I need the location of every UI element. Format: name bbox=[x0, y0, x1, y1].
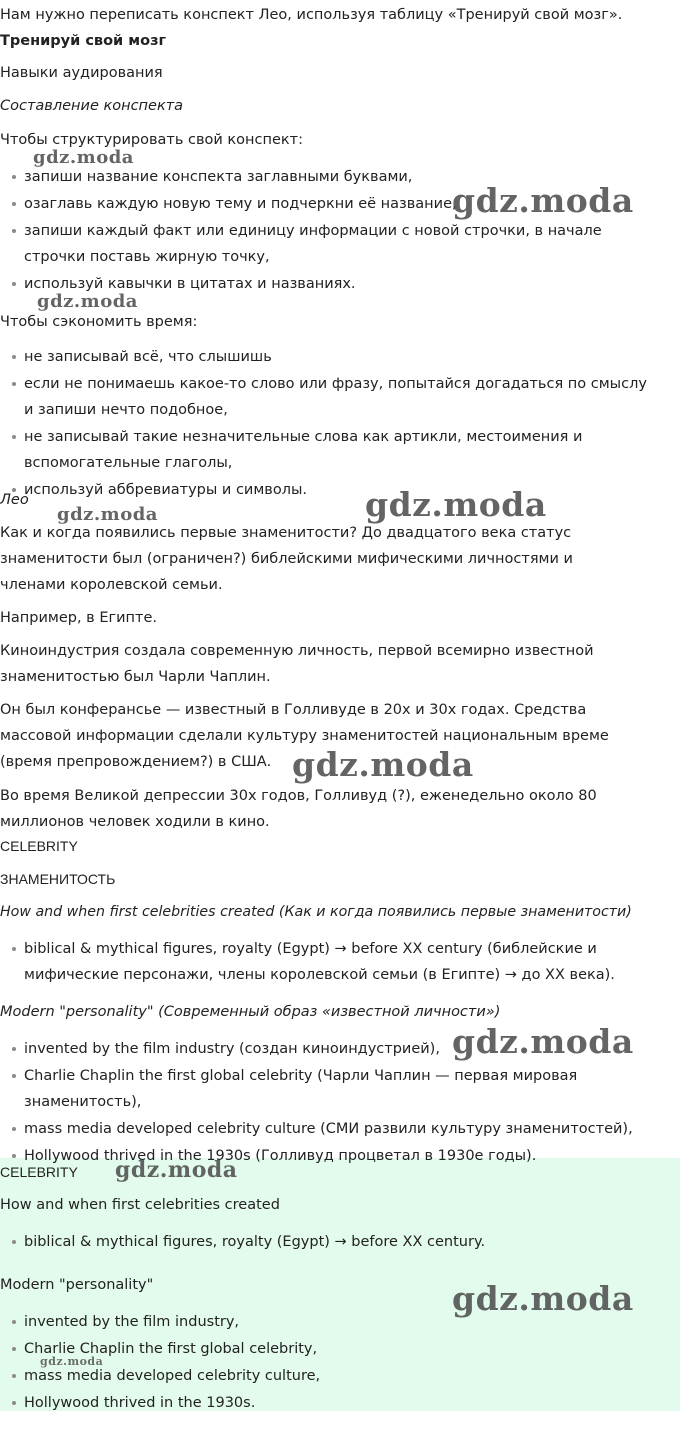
watermark-logo: gdz.moda bbox=[115, 1157, 238, 1183]
translation-title-en: CELEBRITY bbox=[0, 838, 78, 854]
list-item: запиши каждый факт или единицу информации с новой строчки, в начале строчки поставь жирную точку, bbox=[0, 218, 654, 270]
intro-text: Нам нужно переписать конспект Лео, используя таблицу «Тренируй свой мозг». bbox=[0, 7, 623, 23]
translation-topic-1-list bbox=[0, 936, 680, 988]
answer-topic-1-list bbox=[0, 1229, 680, 1255]
watermark-logo: gdz.moda bbox=[40, 1355, 104, 1368]
list-item: Hollywood thrived in the 1930s (Голливуд процветал в 1930е годы). bbox=[0, 1143, 680, 1169]
watermark-logo: gdz.moda bbox=[452, 1022, 634, 1061]
watermark-logo: gdz.moda bbox=[292, 745, 474, 784]
structure-heading: Чтобы структурировать свой конспект: bbox=[0, 132, 303, 148]
translation-title-ru: ЗНАМЕНИТОСТЬ bbox=[0, 871, 116, 887]
list-item: запиши название конспекта заглавными буквами, bbox=[0, 164, 680, 190]
watermark-logo: gdz.moda bbox=[57, 504, 158, 525]
list-item: biblical & mythical figures, royalty (Egypt) → before XX century. bbox=[0, 1229, 680, 1255]
list-item: используй аббревиатуры и символы. bbox=[0, 477, 680, 503]
save-time-list bbox=[0, 344, 680, 503]
leo-paragraph: Во время Великой депрессии 30х годов, Голливуд (?), еженедельно около 80 миллионов человек ходили в кино. bbox=[0, 788, 597, 830]
list-item: invented by the film industry (создан киноиндустрией), bbox=[0, 1036, 680, 1062]
list-item: Charlie Chaplin the first global celebrity, bbox=[0, 1336, 680, 1362]
answer-topic-2: Modern "personality" bbox=[0, 1277, 154, 1293]
section-title: Составление конспекта bbox=[0, 98, 184, 114]
leo-paragraph: Например, в Египте. bbox=[0, 610, 157, 626]
list-item: mass media developed celebrity culture, bbox=[0, 1363, 680, 1389]
list-item: invented by the film industry, bbox=[0, 1309, 680, 1335]
list-item: озаглавь каждую новую тему и подчеркни её название, bbox=[0, 191, 680, 217]
watermark-logo: gdz.moda bbox=[33, 147, 134, 168]
leo-paragraph: Он был конферансье — известный в Голливуде в 20х и 30х годах. Средства массовой информации сделали культуру знаменитостей национальным време (время препровождением?) в США. bbox=[0, 702, 609, 770]
translation-topic-2: Modern "personality" (Современный образ «известной личности») bbox=[0, 1004, 501, 1020]
answer-topic-1: How and when first celebrities created bbox=[0, 1197, 280, 1213]
watermark-logo: gdz.moda bbox=[37, 291, 138, 312]
translation-topic-1: How and when first celebrities created (Как и когда появились первые знаменитости) bbox=[0, 904, 632, 920]
save-time-heading: Чтобы сэкономить время: bbox=[0, 314, 198, 330]
list-item: не записывай всё, что слышишь bbox=[0, 344, 680, 370]
list-item: mass media developed celebrity culture (СМИ развили культуру знаменитостей), bbox=[0, 1116, 680, 1142]
watermark-logo: gdz.moda bbox=[365, 485, 547, 524]
list-item: не записывай такие незначительные слова как артикли, местоимения и вспомогательные глаголы, bbox=[0, 424, 584, 476]
watermark-logo: gdz.moda bbox=[452, 1279, 634, 1318]
list-item: используй кавычки в цитатах и названиях. bbox=[0, 271, 680, 297]
leo-paragraph: Киноиндустрия создала современную личность, первой всемирно известной знаменитостью был Чарли Чаплин. bbox=[0, 643, 594, 685]
skill-label: Навыки аудирования bbox=[0, 65, 163, 81]
watermark-logo: gdz.moda bbox=[452, 181, 634, 220]
leo-paragraph: Как и когда появились первые знаменитости? До двадцатого века статус знаменитости был (ограничен?) библейскими мифическими личностями и членами королевской семьи. bbox=[0, 525, 573, 593]
table-title: Тренируй свой мозг bbox=[0, 33, 167, 49]
list-item: если не понимаешь какое-то слово или фразу, попытайся догадаться по смыслу и запиши нечто подобное, bbox=[0, 371, 654, 423]
list-item: Hollywood thrived in the 1930s. bbox=[0, 1390, 680, 1416]
leo-label: Лео bbox=[0, 492, 29, 508]
list-item: biblical & mythical figures, royalty (Egypt) → before XX century (библейские и мифические персонажи, члены королевской семьи (в Египте) → до XX века). bbox=[0, 936, 624, 988]
answer-title: CELEBRITY bbox=[0, 1164, 78, 1180]
list-item: Charlie Chaplin the first global celebrity (Чарли Чаплин — первая мировая знаменитость), bbox=[0, 1063, 594, 1115]
